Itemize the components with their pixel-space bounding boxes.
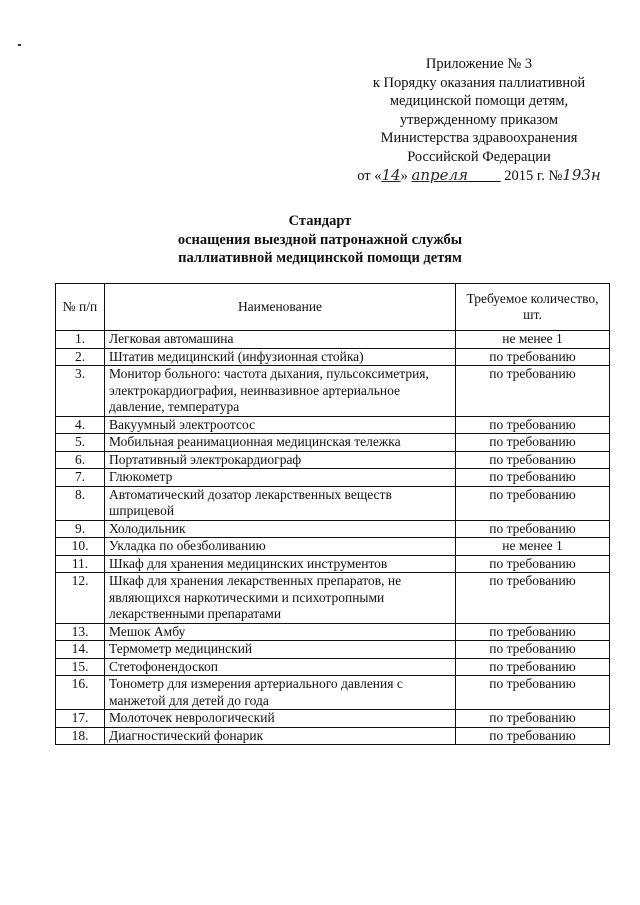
title-line-2: оснащения выездной патронажной службы <box>177 231 463 248</box>
row-quantity: по требованию <box>456 573 610 624</box>
row-number: 9. <box>56 520 105 538</box>
row-quantity: по требованию <box>456 676 610 710</box>
annex-line: медицинской помощи детям, <box>389 93 569 109</box>
row-quantity: по требованию <box>456 710 610 728</box>
row-quantity: по требованию <box>456 486 610 520</box>
row-quantity: не менее 1 <box>456 331 610 349</box>
title-line-1: Стандарт <box>288 213 352 229</box>
table-row <box>56 469 610 487</box>
row-name: Шкаф для хранения медицинских инструментов <box>105 555 456 573</box>
header-number: № п/п <box>56 284 105 331</box>
row-name: Портативный электрокардиограф <box>105 451 456 469</box>
row-quantity: по требованию <box>456 366 610 417</box>
row-quantity: по требованию <box>456 416 610 434</box>
table-row <box>56 623 610 641</box>
row-name: Штатив медицинский (инфузионная стойка) <box>105 348 456 366</box>
table-row <box>56 727 610 745</box>
row-name: Шкаф для хранения лекарственных препаратов, не являющихся наркотическими и психотропными лекарственными препаратами <box>105 573 456 624</box>
date-mid: » <box>400 168 408 184</box>
table-row <box>56 366 610 417</box>
annex-header <box>330 55 628 186</box>
row-name: Автоматический дозатор лекарственных веществ шприцевой <box>105 486 456 520</box>
row-quantity: не менее 1 <box>456 538 610 556</box>
scan-speck <box>18 44 21 46</box>
row-quantity: по требованию <box>456 658 610 676</box>
row-name: Глюкометр <box>105 469 456 487</box>
row-number: 16. <box>56 676 105 710</box>
annex-line: к Порядку оказания паллиативной <box>372 74 586 91</box>
row-name: Молоточек неврологический <box>105 710 456 728</box>
row-name: Мешок Амбу <box>105 623 456 641</box>
order-number-handwritten: 193н <box>562 166 601 184</box>
row-quantity: по требованию <box>456 469 610 487</box>
date-prefix: от « <box>357 168 382 184</box>
annex-date-line <box>330 166 628 186</box>
table-row <box>56 416 610 434</box>
table-row <box>56 658 610 676</box>
row-quantity: по требованию <box>456 623 610 641</box>
row-number: 1. <box>56 331 105 349</box>
date-year: 2015 г. № <box>504 168 563 184</box>
table-row <box>56 331 610 349</box>
row-number: 6. <box>56 451 105 469</box>
row-quantity: по требованию <box>456 555 610 573</box>
row-name: Легковая автомашина <box>105 331 456 349</box>
row-number: 18. <box>56 727 105 745</box>
row-number: 4. <box>56 416 105 434</box>
table-row <box>56 710 610 728</box>
row-quantity: по требованию <box>456 727 610 745</box>
row-name: Мобильная реанимационная медицинская тележка <box>105 434 456 452</box>
table-row <box>56 486 610 520</box>
row-number: 2. <box>56 348 105 366</box>
row-number: 17. <box>56 710 105 728</box>
date-day-handwritten: 14 <box>381 166 401 184</box>
document-title <box>0 212 640 268</box>
row-name: Диагностический фонарик <box>105 727 456 745</box>
table-row <box>56 348 610 366</box>
row-number: 3. <box>56 366 105 417</box>
row-quantity: по требованию <box>456 641 610 659</box>
row-name: Укладка по обезболиванию <box>105 538 456 556</box>
annex-line: Российской Федерации <box>407 148 551 165</box>
title-line-3: паллиативной медицинской помощи детям <box>178 250 462 266</box>
row-number: 11. <box>56 555 105 573</box>
row-number: 7. <box>56 469 105 487</box>
row-name: Монитор больного: частота дыхания, пульсоксиметрия, электрокардиография, неинвазивное артериальное давление, температура <box>105 366 456 417</box>
row-quantity: по требованию <box>456 348 610 366</box>
row-number: 12. <box>56 573 105 624</box>
row-number: 8. <box>56 486 105 520</box>
table-row <box>56 451 610 469</box>
table-header-row <box>56 284 610 331</box>
row-number: 14. <box>56 641 105 659</box>
annex-line: Приложение № 3 <box>425 56 533 72</box>
table-row <box>56 641 610 659</box>
row-number: 13. <box>56 623 105 641</box>
row-number: 5. <box>56 434 105 452</box>
row-name: Тонометр для измерения артериального давления с манжетой для детей до года <box>105 676 456 710</box>
table-row <box>56 520 610 538</box>
annex-line: утвержденному приказом <box>399 111 559 128</box>
row-name: Термометр медицинский <box>105 641 456 659</box>
header-quantity: Требуемое количество, шт. <box>456 284 610 331</box>
row-name: Вакуумный электроотсос <box>105 416 456 434</box>
table-row <box>56 538 610 556</box>
table-row <box>56 555 610 573</box>
date-month-handwritten: апреля <box>411 166 469 184</box>
table-row <box>56 434 610 452</box>
row-quantity: по требованию <box>456 520 610 538</box>
equipment-table <box>55 283 610 745</box>
header-name: Наименование <box>105 284 456 331</box>
row-name: Холодильник <box>105 520 456 538</box>
row-name: Стетофонендоскоп <box>105 658 456 676</box>
row-number: 10. <box>56 538 105 556</box>
table-row <box>56 676 610 710</box>
row-quantity: по требованию <box>456 434 610 452</box>
annex-line: Министерства здравоохранения <box>380 130 578 146</box>
row-number: 15. <box>56 658 105 676</box>
row-quantity: по требованию <box>456 451 610 469</box>
table-row <box>56 573 610 624</box>
